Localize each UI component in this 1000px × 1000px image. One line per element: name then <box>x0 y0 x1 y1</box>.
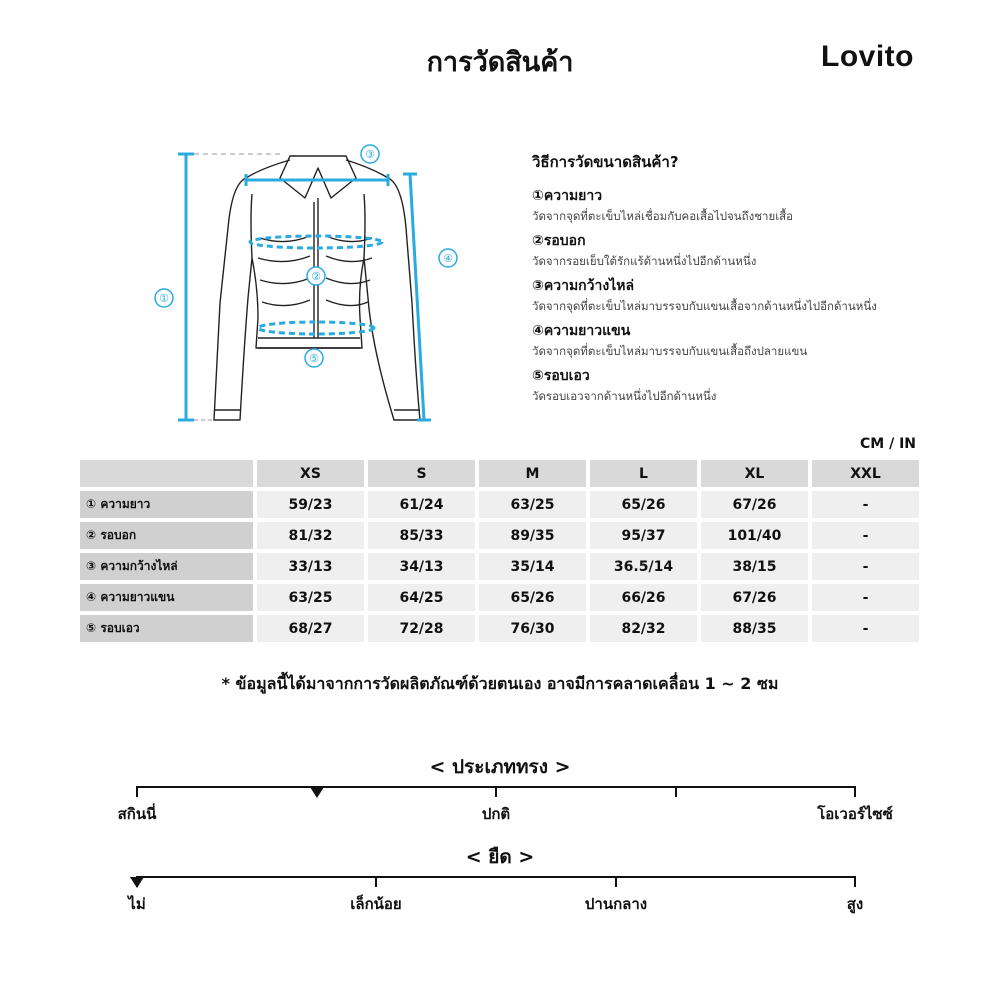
stretch-scale-tick <box>854 876 856 887</box>
table-cell: 85/33 <box>368 522 475 549</box>
fit-label-regular: ปกติ <box>481 805 511 823</box>
guide-item-bust <box>532 231 972 271</box>
table-cell: 64/25 <box>368 584 475 611</box>
table-cell: 76/30 <box>479 615 586 642</box>
table-cell: 66/26 <box>590 584 697 611</box>
brand-logo: Lovito <box>821 40 914 73</box>
fit-scale-tick <box>854 786 856 797</box>
fit-label-skinny: สกินนี่ <box>117 805 157 823</box>
page-title: การวัดสินค้า <box>426 47 574 78</box>
guide-item-length <box>532 186 972 226</box>
guide-item-desc: วัดจากรอยเย็บใต้รักแร้ด้านหนึ่งไปอีกด้านหนึ่ง <box>532 254 757 268</box>
table-cell: 81/32 <box>257 522 364 549</box>
guide-item-desc: วัดจากจุดที่ตะเข็บไหล่มาบรรจบกับแขนเสื้อจากด้านหนึ่งไปอีกด้านหนึ่ง <box>532 299 877 313</box>
table-cell: 68/27 <box>257 615 364 642</box>
table-cell: 82/32 <box>590 615 697 642</box>
row-label: ③ ความกว้างไหล่ <box>80 553 253 580</box>
stretch-label-medium: ปานกลาง <box>584 895 648 913</box>
guide-item-name: ①ความยาว <box>532 188 603 204</box>
table-row <box>80 615 919 642</box>
size-header: XS <box>257 460 364 487</box>
stretch-scale-tick <box>375 876 377 887</box>
guide-item-name: ⑤รอบเอว <box>532 368 590 384</box>
table-cell: 95/37 <box>590 522 697 549</box>
stretch-selected-marker-icon <box>130 877 144 888</box>
size-header: M <box>479 460 586 487</box>
table-cell: 33/13 <box>257 553 364 580</box>
garment-diagram <box>140 138 480 433</box>
table-cell: 65/26 <box>479 584 586 611</box>
table-cell: 38/15 <box>701 553 808 580</box>
table-cell: - <box>812 615 919 642</box>
guide-item-name: ③ความกว้างไหล่ <box>532 278 635 294</box>
stretch-scale-tick <box>615 876 617 887</box>
marker-sleeve: ④ <box>443 252 453 265</box>
guide-item-name: ②รอบอก <box>532 233 586 249</box>
stretch-label-high: สูง <box>846 895 864 913</box>
guide-item-waist <box>532 366 972 406</box>
guide-item-sleeve <box>532 321 972 361</box>
table-cell: 35/14 <box>479 553 586 580</box>
table-cell: - <box>812 553 919 580</box>
table-cell: 65/26 <box>590 491 697 518</box>
table-cell: 72/28 <box>368 615 475 642</box>
fit-scale-title: < ประเภททรง > <box>429 756 571 778</box>
guide-item-desc: วัดจากจุดที่ตะเข็บไหล่มาบรรจบกับแขนเสื้อถึงปลายแขน <box>532 344 808 358</box>
size-header: XXL <box>812 460 919 487</box>
size-header: L <box>590 460 697 487</box>
fit-scale-tick <box>495 786 497 797</box>
table-row <box>80 522 919 549</box>
fit-scale-tick <box>136 786 138 797</box>
table-cell: - <box>812 491 919 518</box>
marker-shoulder: ③ <box>365 148 375 161</box>
table-cell: 63/25 <box>479 491 586 518</box>
fit-selected-marker-icon <box>310 787 324 798</box>
row-label: ⑤ รอบเอว <box>80 615 253 642</box>
table-corner <box>80 460 253 487</box>
table-cell: - <box>812 522 919 549</box>
size-header: S <box>368 460 475 487</box>
guide-title: วิธีการวัดขนาดสินค้า? <box>532 153 679 171</box>
guide-item-shoulder <box>532 276 972 316</box>
table-cell: 89/35 <box>479 522 586 549</box>
guide-item-desc: วัดจากจุดที่ตะเข็บไหล่เชื่อมกับคอเสื้อไปจนถึงชายเสื้อ <box>532 209 794 223</box>
guide-item-desc: วัดรอบเอวจากด้านหนึ่งไปอีกด้านหนึ่ง <box>532 389 717 403</box>
fit-scale-tick <box>675 786 677 797</box>
table-cell: 67/26 <box>701 584 808 611</box>
size-chart-table <box>76 456 923 646</box>
stretch-label-slight: เล็กน้อย <box>350 895 402 913</box>
table-cell: 88/35 <box>701 615 808 642</box>
table-cell: 59/23 <box>257 491 364 518</box>
measuring-guide <box>532 150 972 411</box>
row-label: ① ความยาว <box>80 491 253 518</box>
row-label: ② รอบอก <box>80 522 253 549</box>
unit-label: CM / IN <box>860 436 916 452</box>
table-cell: 67/26 <box>701 491 808 518</box>
table-cell: 101/40 <box>701 522 808 549</box>
stretch-scale-line <box>136 876 856 878</box>
row-label: ④ ความยาวแขน <box>80 584 253 611</box>
table-cell: 63/25 <box>257 584 364 611</box>
marker-length: ① <box>159 292 169 305</box>
table-cell: 34/13 <box>368 553 475 580</box>
table-cell: 61/24 <box>368 491 475 518</box>
table-row <box>80 553 919 580</box>
size-header: XL <box>701 460 808 487</box>
marker-bust: ② <box>311 270 321 283</box>
table-row <box>80 584 919 611</box>
table-cell: 36.5/14 <box>590 553 697 580</box>
table-row <box>80 491 919 518</box>
marker-waist: ⑤ <box>309 352 319 365</box>
table-header-row <box>80 460 919 487</box>
stretch-label-none: ไม่ <box>128 895 146 913</box>
guide-item-name: ④ความยาวแขน <box>532 323 631 339</box>
fit-label-oversize: โอเวอร์ไซซ์ <box>817 805 893 823</box>
stretch-scale-title: < ยืด > <box>465 846 535 868</box>
measurement-note: * ข้อมูลนี้ได้มาจากการวัดผลิตภัณฑ์ด้วยตนเอง อาจมีการคลาดเคลื่อน 1 ~ 2 ซม <box>221 674 779 693</box>
table-cell: - <box>812 584 919 611</box>
